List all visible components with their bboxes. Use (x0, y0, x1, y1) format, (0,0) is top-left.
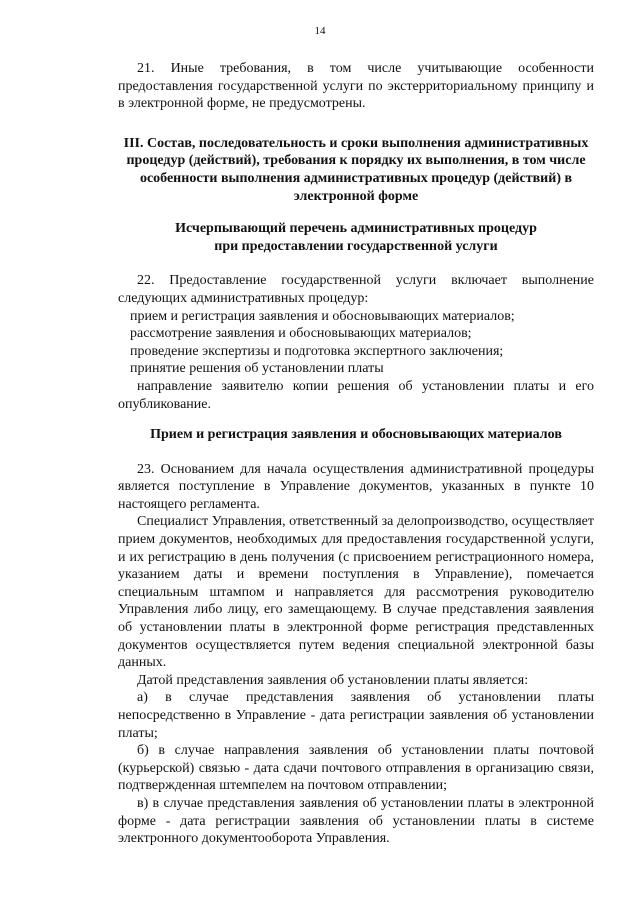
procedure-item: прием и регистрация заявления и обосновывающих материалов; (130, 308, 515, 324)
document-body (118, 60, 594, 848)
paragraph-specialist: Специалист Управления, ответственный за делопроизводство, осуществляет прием документов, необходимых для предоставления государственной услуги, и их регистрацию в день получения (с присвоением регистрационного номера, указанием даты и времени поступления в Управление), помечается специальным штампом и направляется для рассмотрения руководителю Управления либо лицу, его замещающему. В случае представления заявления об установлении платы в электронной форме регистрация представленных документов осуществляется путем ведения специальной электронной базы данных. (118, 514, 594, 671)
date-case-c: в) в случае представления заявления об установлении платы в электронной форме - дата регистрации заявления об установлении платы в системе электронного документооборота Управления. (118, 795, 594, 847)
procedure-item: принятие решения об установлении платы (130, 361, 384, 377)
procedure-item: направление заявителю копии решения об установлении платы и его опубликование. (118, 378, 594, 412)
paragraph-22: 22. Предоставление государственной услуги включает выполнение следующих административных процедур: (118, 273, 594, 306)
list-heading-line-2: при предоставлении государственной услуги (214, 238, 498, 254)
page-number: 14 (314, 25, 326, 37)
section-heading: III. Состав, последовательность и сроки выполнения административных процедур (действий), требования к порядку их выполнения, в том числе особенности выполнения административных процедур (действий) в электронной форме (123, 135, 589, 204)
list-heading-line-1: Исчерпывающий перечень административных процедур (175, 221, 537, 237)
date-case-b: б) в случае направления заявления об установлении платы почтовой (курьерской) связью - дата сдачи почтового отправления в организацию связи, подтвержденная штемпелем на почтовом отправлении; (118, 743, 594, 794)
sub-heading: Прием и регистрация заявления и обосновывающих материалов (150, 427, 562, 443)
paragraph-date-intro: Датой представления заявления об установлении платы является: (137, 672, 529, 688)
date-case-a: а) в случае представления заявления об установлении платы непосредственно в Управление - дата регистрации заявления об установлении платы; (118, 690, 594, 741)
paragraph-23: 23. Основанием для начала осуществления административной процедуры является поступление в Управление документов, указанных в пункте 10 настоящего регламента. (118, 461, 594, 512)
paragraph-21: 21. Иные требования, в том числе учитывающие особенности предоставления государственной услуги по экстерриториальному принципу и в электронной форме, не предусмотрены. (118, 61, 594, 112)
procedure-item: рассмотрение заявления и обосновывающих материалов; (130, 326, 472, 342)
procedure-item: проведение экспертизы и подготовка экспертного заключения; (130, 343, 504, 359)
